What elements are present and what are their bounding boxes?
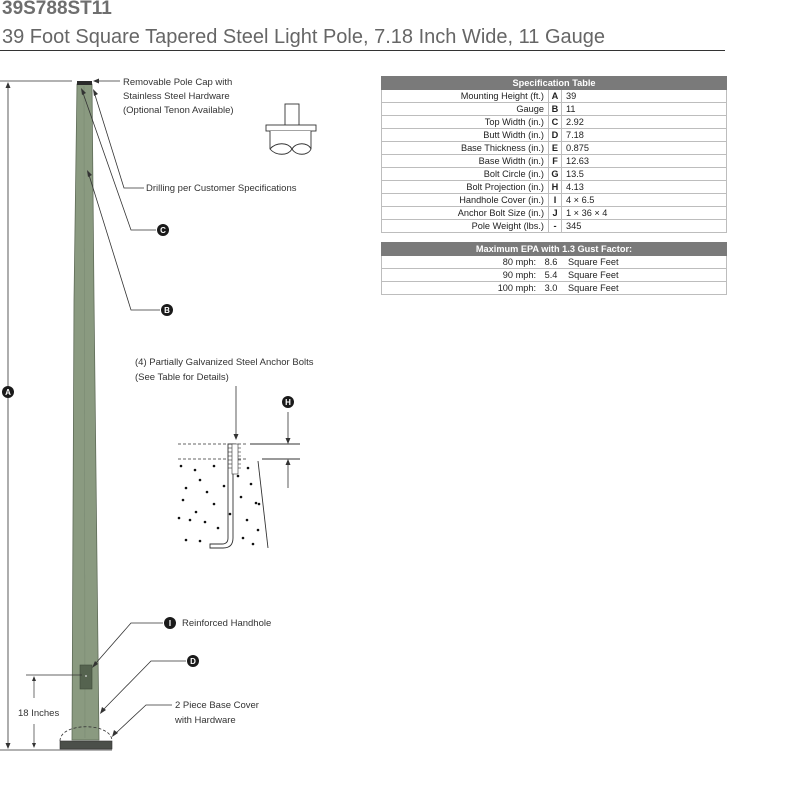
spec-letter: A — [549, 90, 562, 103]
epa-speed: 90 mph: — [382, 269, 539, 282]
table-row — [382, 282, 727, 295]
table-row — [382, 116, 727, 129]
spec-letter: F — [549, 155, 562, 168]
spec-value: 12.63 — [562, 155, 727, 168]
spec-label: Base Width (in.) — [382, 155, 549, 168]
spec-label: Pole Weight (lbs.) — [382, 220, 549, 233]
table-row — [382, 168, 727, 181]
table-row — [382, 129, 727, 142]
handhole — [80, 665, 92, 689]
epa-table — [381, 242, 727, 295]
spec-label: Butt Width (in.) — [382, 129, 549, 142]
table-row — [382, 142, 727, 155]
spec-letter: I — [549, 194, 562, 207]
cap-note-line2: Stainless Steel Hardware — [123, 91, 230, 102]
table-row — [382, 256, 727, 269]
cap-note-line1: Removable Pole Cap with — [123, 77, 233, 88]
badge-b — [161, 304, 173, 316]
spec-label: Gauge — [382, 103, 549, 116]
handhole-height-label: 18 Inches — [18, 708, 60, 719]
spec-letter: - — [549, 220, 562, 233]
svg-text:D: D — [190, 657, 196, 666]
badge-d — [187, 655, 199, 667]
epa-table-title: Maximum EPA with 1.3 Gust Factor: — [382, 243, 727, 256]
spec-label: Anchor Bolt Size (in.) — [382, 207, 549, 220]
cap-leader — [93, 79, 120, 84]
epa-speed: 100 mph: — [382, 282, 539, 295]
epa-unit: Square Feet — [564, 256, 727, 269]
table-row — [382, 181, 727, 194]
table-row — [382, 155, 727, 168]
table-row — [382, 103, 727, 116]
spec-value: 7.18 — [562, 129, 727, 142]
spec-value: 0.875 — [562, 142, 727, 155]
bolts-leader — [234, 386, 239, 440]
spec-label: Bolt Projection (in.) — [382, 181, 549, 194]
spec-value: 13.5 — [562, 168, 727, 181]
butt-width-leader — [100, 661, 186, 714]
table-row — [382, 90, 727, 103]
epa-value: 3.0 — [538, 282, 564, 295]
table-row — [382, 220, 727, 233]
badge-h — [282, 396, 294, 408]
base-cover-leader — [112, 705, 172, 737]
table-row — [382, 194, 727, 207]
epa-unit: Square Feet — [564, 269, 727, 282]
spec-label: Bolt Circle (in.) — [382, 168, 549, 181]
epa-unit: Square Feet — [564, 282, 727, 295]
spec-label: Mounting Height (ft.) — [382, 90, 549, 103]
spec-label: Top Width (in.) — [382, 116, 549, 129]
spec-table-title: Specification Table — [382, 77, 727, 90]
spec-letter: J — [549, 207, 562, 220]
badge-i — [164, 617, 176, 629]
spec-letter: H — [549, 181, 562, 194]
svg-text:H: H — [285, 398, 291, 407]
spec-value: 39 — [562, 90, 727, 103]
spec-letter: E — [549, 142, 562, 155]
anchor-bolt-detail — [178, 412, 300, 548]
svg-text:C: C — [160, 226, 166, 235]
base-cover-note-line2: with Hardware — [175, 715, 236, 726]
cap-note-line3: (Optional Tenon Available) — [123, 105, 234, 116]
badge-a — [2, 386, 14, 398]
svg-text:A: A — [5, 388, 11, 397]
drilling-note: Drilling per Customer Specifications — [146, 183, 297, 194]
handhole-bolt — [85, 675, 87, 677]
tenon-sketch — [266, 104, 316, 154]
badge-c — [157, 224, 169, 236]
spec-label: Handhole Cover (in.) — [382, 194, 549, 207]
svg-text:I: I — [168, 619, 172, 628]
spec-letter: G — [549, 168, 562, 181]
specification-table — [381, 76, 727, 233]
bolts-note-line2: (See Table for Details) — [135, 372, 229, 383]
product-sku: 39S788ST11 — [2, 0, 112, 19]
spec-value: 11 — [562, 103, 727, 116]
spec-value: 4 × 6.5 — [562, 194, 727, 207]
handhole-note: Reinforced Handhole — [182, 618, 272, 629]
svg-text:B: B — [164, 306, 170, 315]
epa-value: 5.4 — [538, 269, 564, 282]
base-plate — [60, 741, 112, 749]
epa-value: 8.6 — [538, 256, 564, 269]
spec-value: 1 × 36 × 4 — [562, 207, 727, 220]
spec-letter: B — [549, 103, 562, 116]
epa-speed: 80 mph: — [382, 256, 539, 269]
base-cover-note-line1: 2 Piece Base Cover — [175, 700, 259, 711]
pole-cap — [77, 81, 92, 85]
bolts-note-line1: (4) Partially Galvanized Steel Anchor Bolts — [135, 357, 314, 368]
table-row — [382, 269, 727, 282]
spec-letter: D — [549, 129, 562, 142]
spec-value: 2.92 — [562, 116, 727, 129]
table-row — [382, 207, 727, 220]
spec-letter: C — [549, 116, 562, 129]
pole-shaft — [72, 84, 99, 740]
spec-value: 345 — [562, 220, 727, 233]
spec-value: 4.13 — [562, 181, 727, 194]
product-title: 39 Foot Square Tapered Steel Light Pole, 7.18 Inch Wide, 11 Gauge — [2, 26, 605, 48]
spec-label: Base Thickness (in.) — [382, 142, 549, 155]
drilling-leader — [93, 89, 144, 188]
